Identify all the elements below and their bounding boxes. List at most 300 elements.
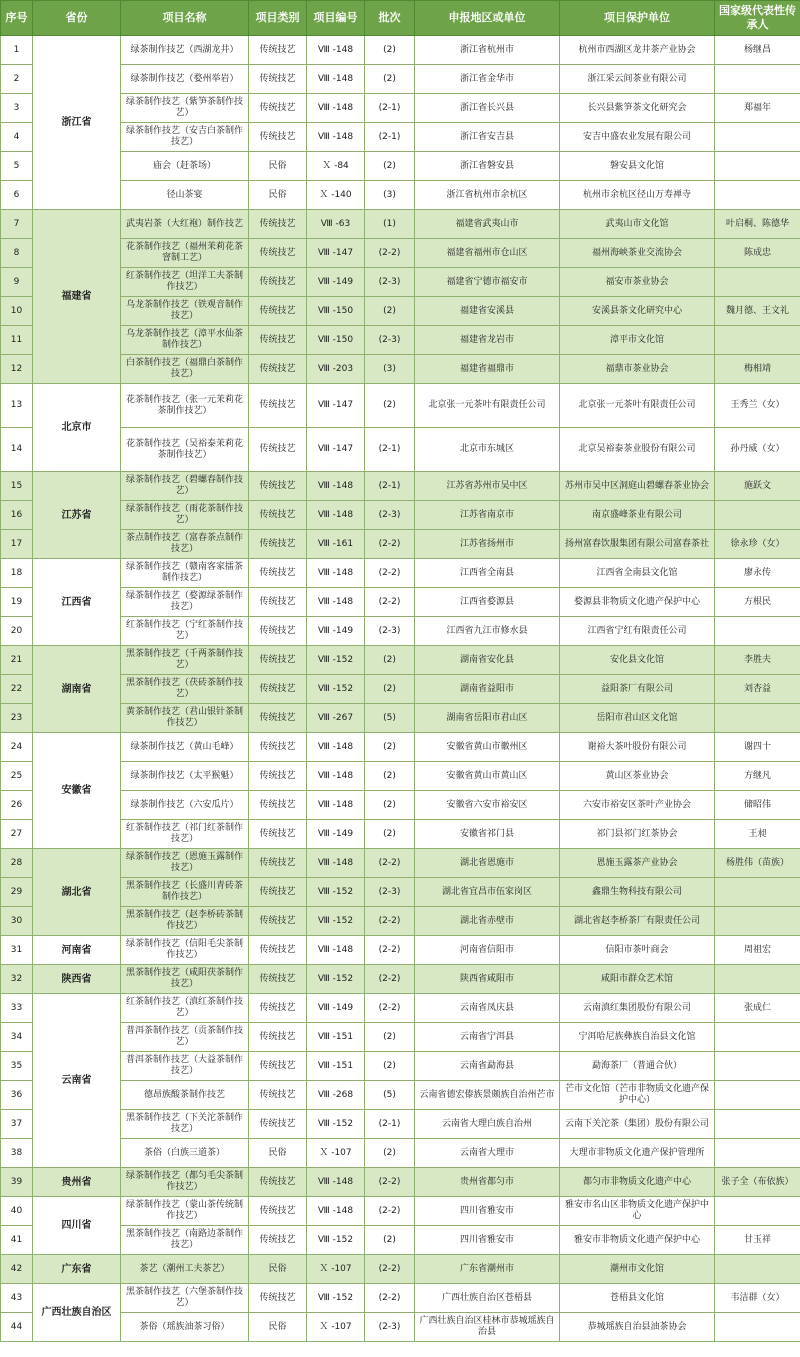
batch-cell: (2)	[365, 297, 415, 326]
project-code-cell: Ⅷ -148	[307, 1168, 365, 1197]
project-name-cell: 茶艺（潮州工夫茶艺）	[121, 1255, 249, 1284]
project-code-cell: Ⅷ -161	[307, 530, 365, 559]
inheritor-cell	[715, 965, 800, 994]
project-code-cell: Ⅷ -152	[307, 646, 365, 675]
table-row	[1, 36, 800, 65]
protection-unit-cell: 潮州市文化馆	[560, 1255, 715, 1284]
project-category-cell: 传统技艺	[249, 239, 307, 268]
project-category-cell: 传统技艺	[249, 501, 307, 530]
project-code-cell: Ⅷ -151	[307, 1023, 365, 1052]
province-cell: 北京市	[33, 384, 121, 472]
table-row	[1, 501, 800, 530]
row-number-cell: 8	[1, 239, 33, 268]
protection-unit-cell: 黄山区茶业协会	[560, 762, 715, 791]
project-category-cell: 传统技艺	[249, 1081, 307, 1110]
row-number-cell: 31	[1, 936, 33, 965]
protection-unit-cell: 北京张一元茶叶有限责任公司	[560, 384, 715, 428]
table-row	[1, 907, 800, 936]
batch-cell: (2-3)	[365, 326, 415, 355]
project-name-cell: 红茶制作技艺（宁红茶制作技艺）	[121, 617, 249, 646]
project-name-cell: 黑茶制作技艺（南路边茶制作技艺）	[121, 1226, 249, 1255]
project-code-cell: Ｘ -107	[307, 1313, 365, 1342]
row-number-cell: 39	[1, 1168, 33, 1197]
declaring-region-cell: 云南省勐海县	[415, 1052, 560, 1081]
batch-cell: (2-2)	[365, 907, 415, 936]
protection-unit-cell: 六安市裕安区茶叶产业协会	[560, 791, 715, 820]
project-category-cell: 传统技艺	[249, 268, 307, 297]
row-number-cell: 37	[1, 1110, 33, 1139]
project-code-cell: Ⅷ -150	[307, 297, 365, 326]
project-category-cell: 民俗	[249, 181, 307, 210]
batch-cell: (2-2)	[365, 1284, 415, 1313]
inheritor-cell	[715, 268, 800, 297]
project-code-cell: Ⅷ -148	[307, 791, 365, 820]
inheritor-cell: 张成仁	[715, 994, 800, 1023]
batch-cell: (2)	[365, 646, 415, 675]
declaring-region-cell: 四川省雅安市	[415, 1197, 560, 1226]
declaring-region-cell: 浙江省安吉县	[415, 123, 560, 152]
province-cell: 湖北省	[33, 849, 121, 936]
protection-unit-cell: 雅安市名山区非物质文化遗产保护中心	[560, 1197, 715, 1226]
project-category-cell: 传统技艺	[249, 1023, 307, 1052]
declaring-region-cell: 浙江省金华市	[415, 65, 560, 94]
project-category-cell: 传统技艺	[249, 1197, 307, 1226]
declaring-region-cell: 湖南省岳阳市君山区	[415, 704, 560, 733]
table-row	[1, 1052, 800, 1081]
table-row	[1, 1197, 800, 1226]
project-name-cell: 绿茶制作技艺（赣南客家擂茶制作技艺）	[121, 559, 249, 588]
project-category-cell: 传统技艺	[249, 733, 307, 762]
project-category-cell: 传统技艺	[249, 326, 307, 355]
row-number-cell: 23	[1, 704, 33, 733]
protection-unit-cell: 咸阳市群众艺术馆	[560, 965, 715, 994]
province-cell: 四川省	[33, 1197, 121, 1255]
protection-unit-cell: 恭城瑶族自治县油茶协会	[560, 1313, 715, 1342]
batch-cell: (2)	[365, 36, 415, 65]
row-number-cell: 38	[1, 1139, 33, 1168]
project-name-cell: 径山茶宴	[121, 181, 249, 210]
declaring-region-cell: 广西壮族自治区苍梧县	[415, 1284, 560, 1313]
protection-unit-cell: 云南下关沱茶（集团）股份有限公司	[560, 1110, 715, 1139]
row-number-cell: 29	[1, 878, 33, 907]
table-row	[1, 1168, 800, 1197]
inheritor-cell	[715, 1313, 800, 1342]
protection-unit-cell: 江西省宁红有限责任公司	[560, 617, 715, 646]
protection-unit-cell: 苍梧县文化馆	[560, 1284, 715, 1313]
declaring-region-cell: 湖南省安化县	[415, 646, 560, 675]
project-category-cell: 民俗	[249, 152, 307, 181]
protection-unit-cell: 岳阳市君山区文化馆	[560, 704, 715, 733]
table-row	[1, 181, 800, 210]
project-code-cell: Ⅷ -152	[307, 1226, 365, 1255]
project-code-cell: Ⅷ -203	[307, 355, 365, 384]
batch-cell: (2-3)	[365, 268, 415, 297]
inheritor-cell	[715, 152, 800, 181]
project-name-cell: 绿茶制作技艺（都匀毛尖茶制作技艺）	[121, 1168, 249, 1197]
row-number-cell: 12	[1, 355, 33, 384]
protection-unit-cell: 信阳市茶叶商会	[560, 936, 715, 965]
project-category-cell: 传统技艺	[249, 1168, 307, 1197]
batch-cell: (2)	[365, 791, 415, 820]
project-category-cell: 传统技艺	[249, 384, 307, 428]
project-name-cell: 乌龙茶制作技艺（铁观音制作技艺）	[121, 297, 249, 326]
batch-cell: (2-3)	[365, 1313, 415, 1342]
project-code-cell: Ⅷ -267	[307, 704, 365, 733]
declaring-region-cell: 北京张一元茶叶有限责任公司	[415, 384, 560, 428]
batch-cell: (2-1)	[365, 1110, 415, 1139]
table-row	[1, 94, 800, 123]
batch-cell: (2-1)	[365, 472, 415, 501]
project-code-cell: Ⅷ -147	[307, 239, 365, 268]
protection-unit-cell: 谢裕大茶叶股份有限公司	[560, 733, 715, 762]
project-name-cell: 黑茶制作技艺（下关沱茶制作技艺）	[121, 1110, 249, 1139]
protection-unit-cell: 安吉中盛农业发展有限公司	[560, 123, 715, 152]
row-number-cell: 44	[1, 1313, 33, 1342]
project-name-cell: 红茶制作技艺（祁门红茶制作技艺）	[121, 820, 249, 849]
batch-cell: (2-3)	[365, 878, 415, 907]
project-code-cell: Ⅷ -148	[307, 733, 365, 762]
protection-unit-cell: 浙江采云间茶业有限公司	[560, 65, 715, 94]
declaring-region-cell: 浙江省杭州市	[415, 36, 560, 65]
inheritor-cell: 韦洁群（女）	[715, 1284, 800, 1313]
row-number-cell: 15	[1, 472, 33, 501]
project-category-cell: 传统技艺	[249, 210, 307, 239]
table-row	[1, 428, 800, 472]
project-category-cell: 传统技艺	[249, 936, 307, 965]
province-cell: 江苏省	[33, 472, 121, 559]
project-code-cell: Ⅷ -148	[307, 588, 365, 617]
project-category-cell: 民俗	[249, 1255, 307, 1284]
project-name-cell: 绿茶制作技艺（婺源绿茶制作技艺）	[121, 588, 249, 617]
inheritor-cell	[715, 326, 800, 355]
protection-unit-cell: 磐安县文化馆	[560, 152, 715, 181]
declaring-region-cell: 北京市东城区	[415, 428, 560, 472]
project-code-cell: Ⅷ -148	[307, 762, 365, 791]
declaring-region-cell: 广西壮族自治区桂林市恭城瑶族自治县	[415, 1313, 560, 1342]
batch-cell: (2-3)	[365, 617, 415, 646]
table-row	[1, 1255, 800, 1284]
project-name-cell: 茶俗（白族三道茶）	[121, 1139, 249, 1168]
declaring-region-cell: 云南省凤庆县	[415, 994, 560, 1023]
batch-cell: (5)	[365, 1081, 415, 1110]
declaring-region-cell: 贵州省都匀市	[415, 1168, 560, 1197]
protection-unit-cell: 婺源县非物质文化遗产保护中心	[560, 588, 715, 617]
inheritor-cell: 储昭伟	[715, 791, 800, 820]
batch-cell: (2)	[365, 762, 415, 791]
project-name-cell: 红茶制作技艺（坦洋工夫茶制作技艺）	[121, 268, 249, 297]
project-code-cell: Ｘ -107	[307, 1139, 365, 1168]
inheritor-cell: 陈成忠	[715, 239, 800, 268]
province-cell: 广东省	[33, 1255, 121, 1284]
row-number-cell: 40	[1, 1197, 33, 1226]
inheritor-cell: 郑福年	[715, 94, 800, 123]
declaring-region-cell: 浙江省杭州市余杭区	[415, 181, 560, 210]
batch-cell: (2)	[365, 152, 415, 181]
header-province: 省份	[33, 1, 121, 36]
table-row	[1, 791, 800, 820]
row-number-cell: 13	[1, 384, 33, 428]
project-code-cell: Ⅷ -152	[307, 965, 365, 994]
batch-cell: (2)	[365, 733, 415, 762]
project-name-cell: 绿茶制作技艺（碧螺春制作技艺）	[121, 472, 249, 501]
protection-unit-cell: 杭州市余杭区径山万寿禅寺	[560, 181, 715, 210]
declaring-region-cell: 安徽省祁门县	[415, 820, 560, 849]
project-name-cell: 黑茶制作技艺（赵李桥砖茶制作技艺）	[121, 907, 249, 936]
table-row	[1, 355, 800, 384]
row-number-cell: 18	[1, 559, 33, 588]
header-region: 申报地区或单位	[415, 1, 560, 36]
project-name-cell: 黑茶制作技艺（千两茶制作技艺）	[121, 646, 249, 675]
project-name-cell: 绿茶制作技艺（太平猴魁）	[121, 762, 249, 791]
project-code-cell: Ⅷ -148	[307, 123, 365, 152]
batch-cell: (2-1)	[365, 94, 415, 123]
project-code-cell: Ⅷ -148	[307, 65, 365, 94]
header-unit: 项目保护单位	[560, 1, 715, 36]
protection-unit-cell: 鑫鼎生物科技有限公司	[560, 878, 715, 907]
row-number-cell: 25	[1, 762, 33, 791]
declaring-region-cell: 湖北省赤壁市	[415, 907, 560, 936]
project-code-cell: Ⅷ -151	[307, 1052, 365, 1081]
batch-cell: (2)	[365, 1139, 415, 1168]
table-row	[1, 1284, 800, 1313]
inheritor-cell	[715, 617, 800, 646]
project-category-cell: 传统技艺	[249, 355, 307, 384]
project-name-cell: 庙会（赶茶场）	[121, 152, 249, 181]
declaring-region-cell: 湖南省益阳市	[415, 675, 560, 704]
declaring-region-cell: 云南省德宏傣族景颇族自治州芒市	[415, 1081, 560, 1110]
declaring-region-cell: 江西省九江市修水县	[415, 617, 560, 646]
protection-unit-cell: 福安市茶业协会	[560, 268, 715, 297]
project-category-cell: 民俗	[249, 1139, 307, 1168]
project-category-cell: 传统技艺	[249, 94, 307, 123]
project-code-cell: Ⅷ -152	[307, 878, 365, 907]
header-category: 项目类别	[249, 1, 307, 36]
protection-unit-cell: 勐海茶厂（普通合伙）	[560, 1052, 715, 1081]
row-number-cell: 36	[1, 1081, 33, 1110]
protection-unit-cell: 福鼎市茶业协会	[560, 355, 715, 384]
batch-cell: (2-1)	[365, 123, 415, 152]
row-number-cell: 6	[1, 181, 33, 210]
project-name-cell: 绿茶制作技艺（安吉白茶制作技艺）	[121, 123, 249, 152]
inheritor-cell: 周祖宏	[715, 936, 800, 965]
batch-cell: (2-2)	[365, 588, 415, 617]
protection-unit-cell: 漳平市文化馆	[560, 326, 715, 355]
project-code-cell: Ⅷ -152	[307, 675, 365, 704]
table-row	[1, 123, 800, 152]
province-cell: 云南省	[33, 994, 121, 1168]
protection-unit-cell: 雅安市非物质文化遗产保护中心	[560, 1226, 715, 1255]
project-code-cell: Ⅷ -148	[307, 849, 365, 878]
table-row	[1, 297, 800, 326]
table-row	[1, 1110, 800, 1139]
batch-cell: (2-2)	[365, 1168, 415, 1197]
table-row	[1, 1081, 800, 1110]
project-name-cell: 花茶制作技艺（张一元茉莉花茶制作技艺）	[121, 384, 249, 428]
project-category-cell: 传统技艺	[249, 994, 307, 1023]
declaring-region-cell: 四川省雅安市	[415, 1226, 560, 1255]
declaring-region-cell: 云南省大理市	[415, 1139, 560, 1168]
row-number-cell: 35	[1, 1052, 33, 1081]
declaring-region-cell: 河南省信阳市	[415, 936, 560, 965]
project-code-cell: Ⅷ -63	[307, 210, 365, 239]
batch-cell: (2-2)	[365, 965, 415, 994]
project-name-cell: 花茶制作技艺（福州茉莉花茶窨制工艺）	[121, 239, 249, 268]
table-row	[1, 1023, 800, 1052]
declaring-region-cell: 福建省龙岩市	[415, 326, 560, 355]
batch-cell: (2-2)	[365, 559, 415, 588]
protection-unit-cell: 云南滇红集团股份有限公司	[560, 994, 715, 1023]
declaring-region-cell: 浙江省磐安县	[415, 152, 560, 181]
table-row	[1, 65, 800, 94]
project-name-cell: 德昂族酸茶制作技艺	[121, 1081, 249, 1110]
row-number-cell: 42	[1, 1255, 33, 1284]
inheritor-cell	[715, 878, 800, 907]
protection-unit-cell: 福州海峡茶业交流协会	[560, 239, 715, 268]
declaring-region-cell: 江西省全南县	[415, 559, 560, 588]
protection-unit-cell: 苏州市吴中区洞庭山碧螺春茶业协会	[560, 472, 715, 501]
inheritor-cell	[715, 65, 800, 94]
table-row	[1, 210, 800, 239]
inheritor-cell: 孙丹威（女）	[715, 428, 800, 472]
row-number-cell: 4	[1, 123, 33, 152]
table-row	[1, 733, 800, 762]
inheritor-cell	[715, 1023, 800, 1052]
inheritor-cell: 施跃文	[715, 472, 800, 501]
inheritor-cell: 徐永珍（女）	[715, 530, 800, 559]
declaring-region-cell: 福建省福鼎市	[415, 355, 560, 384]
inheritor-cell: 魏月德、王文礼	[715, 297, 800, 326]
project-category-cell: 传统技艺	[249, 704, 307, 733]
row-number-cell: 20	[1, 617, 33, 646]
row-number-cell: 7	[1, 210, 33, 239]
table-row	[1, 646, 800, 675]
project-category-cell: 传统技艺	[249, 1284, 307, 1313]
project-code-cell: Ⅷ -152	[307, 1110, 365, 1139]
project-name-cell: 普洱茶制作技艺（贡茶制作技艺）	[121, 1023, 249, 1052]
project-name-cell: 白茶制作技艺（福鼎白茶制作技艺）	[121, 355, 249, 384]
project-code-cell: Ⅷ -152	[307, 907, 365, 936]
declaring-region-cell: 湖北省恩施市	[415, 849, 560, 878]
inheritor-cell: 刘杏益	[715, 675, 800, 704]
project-category-cell: 传统技艺	[249, 65, 307, 94]
row-number-cell: 3	[1, 94, 33, 123]
table-row	[1, 675, 800, 704]
project-code-cell: Ⅷ -150	[307, 326, 365, 355]
table-row	[1, 704, 800, 733]
row-number-cell: 10	[1, 297, 33, 326]
batch-cell: (1)	[365, 210, 415, 239]
inheritor-cell	[715, 1110, 800, 1139]
table-row	[1, 936, 800, 965]
table-row	[1, 994, 800, 1023]
province-cell: 贵州省	[33, 1168, 121, 1197]
row-number-cell: 21	[1, 646, 33, 675]
protection-unit-cell: 祁门县祁门红茶协会	[560, 820, 715, 849]
table-body	[1, 36, 800, 1342]
inheritor-cell: 谢四十	[715, 733, 800, 762]
header-code: 项目编号	[307, 1, 365, 36]
declaring-region-cell: 福建省安溪县	[415, 297, 560, 326]
protection-unit-cell: 江西省全南县文化馆	[560, 559, 715, 588]
table-row	[1, 1226, 800, 1255]
declaring-region-cell: 云南省宁洱县	[415, 1023, 560, 1052]
project-category-cell: 传统技艺	[249, 428, 307, 472]
batch-cell: (2)	[365, 65, 415, 94]
protection-unit-cell: 杭州市西湖区龙井茶产业协会	[560, 36, 715, 65]
inheritor-cell: 廖永传	[715, 559, 800, 588]
protection-unit-cell: 南京盛峰茶业有限公司	[560, 501, 715, 530]
batch-cell: (3)	[365, 355, 415, 384]
project-code-cell: Ⅷ -149	[307, 994, 365, 1023]
project-category-cell: 传统技艺	[249, 472, 307, 501]
batch-cell: (2)	[365, 1052, 415, 1081]
declaring-region-cell: 陕西省咸阳市	[415, 965, 560, 994]
row-number-cell: 16	[1, 501, 33, 530]
project-code-cell: Ⅷ -152	[307, 1284, 365, 1313]
project-name-cell: 绿茶制作技艺（紫笋茶制作技艺）	[121, 94, 249, 123]
project-category-cell: 传统技艺	[249, 559, 307, 588]
project-name-cell: 绿茶制作技艺（雨花茶制作技艺）	[121, 501, 249, 530]
table-row	[1, 384, 800, 428]
row-number-cell: 34	[1, 1023, 33, 1052]
table-row	[1, 1313, 800, 1342]
project-name-cell: 绿茶制作技艺（蒙山茶传统制作技艺）	[121, 1197, 249, 1226]
project-category-cell: 传统技艺	[249, 820, 307, 849]
inheritor-cell: 张子全（布依族）	[715, 1168, 800, 1197]
row-number-cell: 14	[1, 428, 33, 472]
batch-cell: (2)	[365, 1226, 415, 1255]
project-name-cell: 绿茶制作技艺（西湖龙井）	[121, 36, 249, 65]
declaring-region-cell: 福建省宁德市福安市	[415, 268, 560, 297]
project-code-cell: Ⅷ -148	[307, 559, 365, 588]
inheritor-cell: 梅相靖	[715, 355, 800, 384]
project-name-cell: 绿茶制作技艺（六安瓜片）	[121, 791, 249, 820]
protection-unit-cell: 长兴县紫笋茶文化研究会	[560, 94, 715, 123]
protection-unit-cell: 宁洱哈尼族彝族自治县文化馆	[560, 1023, 715, 1052]
table-row	[1, 878, 800, 907]
project-category-cell: 传统技艺	[249, 849, 307, 878]
table-row	[1, 152, 800, 181]
province-cell: 陕西省	[33, 965, 121, 994]
declaring-region-cell: 湖北省宜昌市伍家岗区	[415, 878, 560, 907]
table-row	[1, 239, 800, 268]
project-code-cell: Ｘ -140	[307, 181, 365, 210]
project-name-cell: 普洱茶制作技艺（大益茶制作技艺）	[121, 1052, 249, 1081]
table-row	[1, 326, 800, 355]
project-category-cell: 传统技艺	[249, 675, 307, 704]
protection-unit-cell: 扬州富春饮服集团有限公司富春茶社	[560, 530, 715, 559]
project-name-cell: 绿茶制作技艺（信阳毛尖茶制作技艺）	[121, 936, 249, 965]
protection-unit-cell: 芒市文化馆（芒市非物质文化遗产保护中心）	[560, 1081, 715, 1110]
table-row	[1, 559, 800, 588]
header-no: 序号	[1, 1, 33, 36]
inheritor-cell: 甘玉祥	[715, 1226, 800, 1255]
declaring-region-cell: 江苏省扬州市	[415, 530, 560, 559]
inheritor-cell: 王昶	[715, 820, 800, 849]
declaring-region-cell: 福建省福州市仓山区	[415, 239, 560, 268]
row-number-cell: 43	[1, 1284, 33, 1313]
project-category-cell: 传统技艺	[249, 1110, 307, 1139]
protection-unit-cell: 武夷山市文化馆	[560, 210, 715, 239]
protection-unit-cell: 益阳茶厂有限公司	[560, 675, 715, 704]
row-number-cell: 27	[1, 820, 33, 849]
row-number-cell: 24	[1, 733, 33, 762]
header-batch: 批次	[365, 1, 415, 36]
province-cell: 浙江省	[33, 36, 121, 210]
project-name-cell: 黑茶制作技艺（咸阳茯茶制作技艺）	[121, 965, 249, 994]
declaring-region-cell: 安徽省六安市裕安区	[415, 791, 560, 820]
inheritor-cell	[715, 1139, 800, 1168]
